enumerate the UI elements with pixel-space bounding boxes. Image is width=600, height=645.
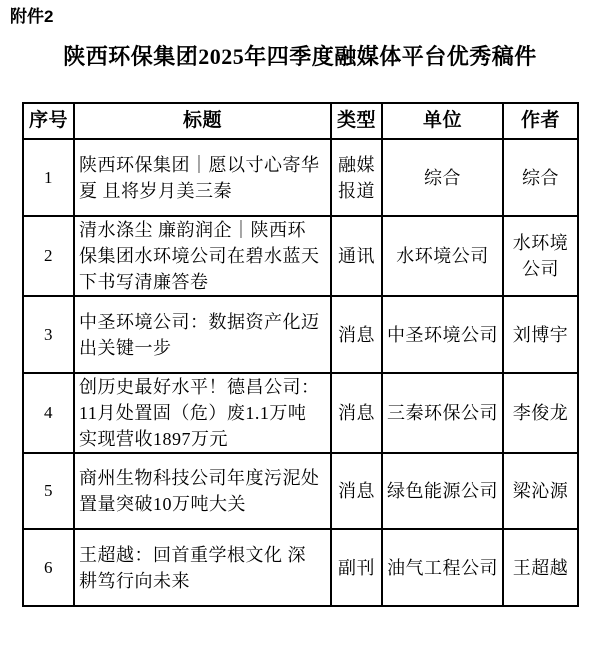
cell-author: 梁沁源 <box>503 453 578 529</box>
awards-table <box>22 102 579 607</box>
table-row <box>23 453 578 529</box>
col-header-unit: 单位 <box>382 103 503 139</box>
table-row <box>23 529 578 606</box>
table-row <box>23 216 578 296</box>
cell-author: 综合 <box>503 139 578 216</box>
cell-author: 水环境 公司 <box>503 216 578 296</box>
col-header-author: 作者 <box>503 103 578 139</box>
attachment-label: 附件2 <box>10 7 54 26</box>
col-header-no: 序号 <box>23 103 74 139</box>
cell-author: 李俊龙 <box>503 373 578 453</box>
cell-no: 6 <box>23 529 74 606</box>
cell-author: 刘博宇 <box>503 296 578 373</box>
cell-no: 3 <box>23 296 74 373</box>
cell-unit: 综合 <box>382 139 503 216</box>
cell-unit: 水环境公司 <box>382 216 503 296</box>
table-row <box>23 139 578 216</box>
cell-title: 清水涤尘 廉韵润企｜陕西环 保集团水环境公司在碧水蓝天 下书写清廉答卷 <box>74 216 331 296</box>
cell-type: 融媒 报道 <box>331 139 382 216</box>
cell-author: 王超越 <box>503 529 578 606</box>
cell-unit: 三秦环保公司 <box>382 373 503 453</box>
cell-type: 消息 <box>331 296 382 373</box>
table-row <box>23 296 578 373</box>
cell-title: 陕西环保集团｜愿以寸心寄华 夏 且将岁月美三秦 <box>74 139 331 216</box>
cell-unit: 油气工程公司 <box>382 529 503 606</box>
cell-type: 副刊 <box>331 529 382 606</box>
cell-no: 2 <box>23 216 74 296</box>
col-header-type: 类型 <box>331 103 382 139</box>
cell-type: 消息 <box>331 373 382 453</box>
cell-unit: 中圣环境公司 <box>382 296 503 373</box>
cell-type: 通讯 <box>331 216 382 296</box>
cell-unit: 绿色能源公司 <box>382 453 503 529</box>
page-title: 陕西环保集团2025年四季度融媒体平台优秀稿件 <box>63 44 537 69</box>
cell-no: 5 <box>23 453 74 529</box>
cell-title: 商州生物科技公司年度污泥处 置量突破10万吨大关 <box>74 453 331 529</box>
cell-title: 中圣环境公司：数据资产化迈 出关键一步 <box>74 296 331 373</box>
cell-no: 1 <box>23 139 74 216</box>
cell-no: 4 <box>23 373 74 453</box>
cell-type: 消息 <box>331 453 382 529</box>
header-row <box>23 103 578 139</box>
cell-title: 创历史最好水平！德昌公司： 11月处置固（危）废1.1万吨 实现营收1897万元 <box>74 373 331 453</box>
table-row <box>23 373 578 453</box>
cell-title: 王超越：回首重学根文化 深 耕笃行向未来 <box>74 529 331 606</box>
col-header-title: 标题 <box>74 103 331 139</box>
